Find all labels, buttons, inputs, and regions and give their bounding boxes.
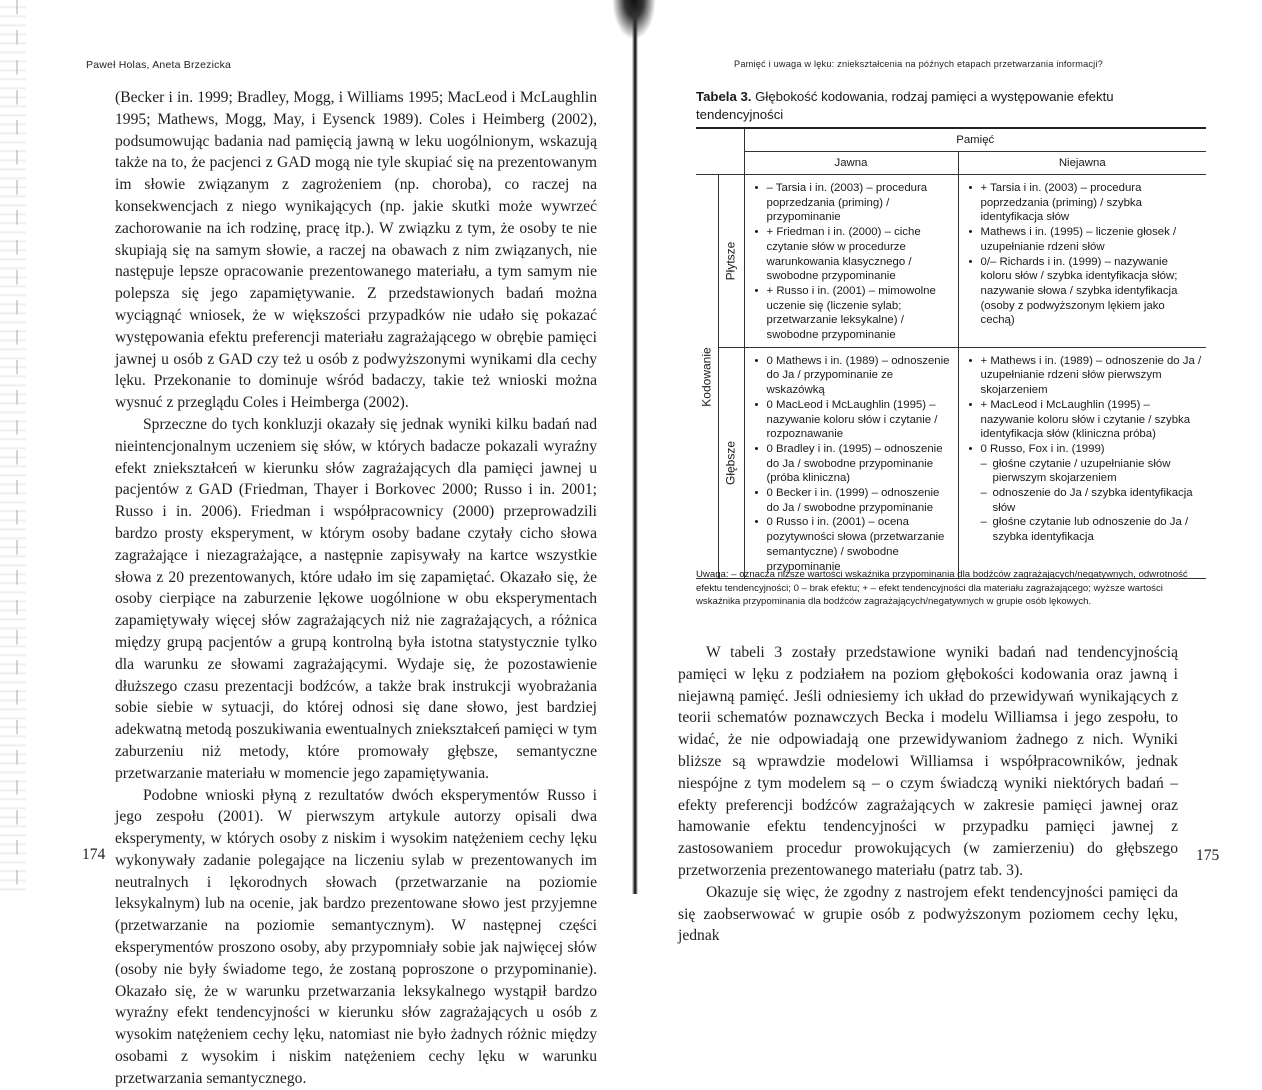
- list-item: • 0 MacLeod i McLaughlin (1995) – nazywanie koloru słów i czytanie / rozpoznawanie: [753, 398, 954, 442]
- page-number-left: 174: [82, 846, 106, 863]
- right-page: [640, 0, 1262, 945]
- table-caption: [696, 88, 1204, 124]
- cell-shallow-implicit: [958, 175, 1206, 348]
- list-item: • + Mathews i in. (1989) – odnoszenie do Ja / uzupełnianie rdzeni słów pierwszym skojarzeniem: [967, 354, 1203, 398]
- table-label: Tabela 3.: [696, 89, 752, 104]
- deep-label: Głębsze: [723, 440, 738, 486]
- left-page: [0, 0, 630, 1087]
- cell-deep-explicit: [744, 347, 958, 579]
- paragraph: Podobne wnioski płyną z rezultatów dwóch eksperymentów Russo i jego zespołu (2001). W pierwszym artykule autorzy opisali dwa eksperymenty, w których osoby z niskim i wysokim natężeniem cechy lęku wykonywały zadanie polegające na liczeniu sylab w prezentowanych im neutralnych i lękorodnych słowach (przetwarzanie na poziomie leksykalnym) lub na ocenie, jak bardzo prezentowane słowo jest przyjemne (przetwarzanie na poziomie semantycznym). W następnej części eksperymentów proszono osoby, aby przypomniały sobie jak najwięcej słów (osoby nie były świadome tego, że zostaną poproszone o przypominanie). Okazało się, że w warunku przetwarzania leksykalnego wystąpił bardzo wyraźny efekt tendencyjności w kierunku słów zagrażających u osób z wysokim natężeniem cechy lęku, natomiast nie było żadnych różnic między osobami z wysokim i niskim natężeniem cechy lęku w warunku przetwarzania semantycznego.: [115, 786, 597, 1087]
- paragraph: Okazuje się więc, że zgodny z nastrojem efekt tendencyjności pamięci da się zaobserwować w grupie osób z podwyższonym poziomem cechy lęku, jednak: [678, 883, 1178, 945]
- header-implicit: Niejawna: [958, 152, 1206, 175]
- sub-list-item: – głośne czytanie / uzupełnianie słów pierwszym skojarzeniem: [967, 457, 1203, 486]
- right-body-text: [678, 642, 1178, 947]
- list-item: • 0 Russo i in. (2001) – ocena pozytywności słowa (przetwarzanie semantyczne) / swobodne przypominanie: [753, 515, 954, 574]
- paragraph: W tabeli 3 zostały przedstawione wyniki badań nad tendencyjnością pamięci w lęku z podziałem na poziom głębokości kodowania oraz jawną i niejawną pamięć. Jeśli odniesiemy ich układ do przewidywań wynikających z teorii schematów poznawczych Becka i modelu Williamsa i jego zespołu, to widać, że nie odpowiadają one przewidywaniom żadnego z nich. Wyniki bliższe są wprawdzie modelowi Williamsa i współpracowników, jednak niespójne z tym modelem są – o czym świadczą wyniki niektórych badań – efekty preferencji bodźców zagrażających w zakresie pamięci jawnej oraz hamowanie efektu tendencyjności w przypadku pamięci jawnej z zastosowaniem procedur prowokujących (w zamierzeniu) do głębszego przetworzenia prezentowanego materiału (patrz tab. 3).: [678, 644, 1178, 879]
- deep-row-header: [718, 347, 744, 579]
- list-item: • 0/– Richards i in. (1999) – nazywanie koloru słów / szybka identyfikacja słów; nazywanie słowa / szybka identyfikacja (osoby z podwyższonym lękiem jako cechą): [967, 255, 1203, 329]
- memory-coding-table: [696, 127, 1206, 579]
- list-item: • + Tarsia i in. (2003) – procedura poprzedzania (priming) / szybka identyfikacja słów: [967, 181, 1203, 225]
- cell-deep-implicit: [958, 347, 1206, 579]
- left-body-text: [115, 87, 597, 1090]
- list-item: • 0 Mathews i in. (1989) – odnoszenie do Ja / przypominanie ze wskazówką: [753, 354, 954, 398]
- list-item: • Mathews i in. (1995) – liczenie głosek / uzupełnianie rdzeni słów: [967, 225, 1203, 254]
- list-item: • 0 Russo, Fox i in. (1999): [967, 442, 1203, 457]
- header-memory: Pamięć: [744, 128, 1206, 152]
- cell-shallow-explicit: [744, 175, 958, 348]
- list-item: • 0 Becker i in. (1999) – odnoszenie do Ja / swobodne przypominanie: [753, 486, 954, 515]
- paragraph: (Becker i in. 1999; Bradley, Mogg, i Williams 1995; MacLeod i McLaughlin 1995; Mathews, Mogg, May, i Eysenck 1989). Coles i Heimberg (2002), podsumowując badania nad pamięcią jawną w leku uogólnionym, wskazują także na to, że pacjenci z GAD mogą nie tyle skupiać się na prezentowanym im słowie związanym z zagrożeniem (np. choroba), co raczej na konsekwencjach z niego wynikających (np. jakie skutki może wywrzeć zachorowanie na ich rodzinę, pracę itp.). W związku z tym, że osoby te nie skupiają się na samym słowie, a raczej na obawach z nim związanych, nie następuje lepsze opracowanie prezentowanego materiału, a tym samym nie polepsza się jego zapamiętywanie. Z przedstawionych badań można wyciągnąć wniosek, że w większości przypadków nie udało się pokazać występowania efektu preferencji materiału zagrażającego w obrębie pamięci jawnej u osób z GAD czy też u osób z podwyższonymi wynikami dla cechy lęku. Przekonanie to dominuje wśród badaczy, takie też wnioski można wysnuć z przeglądu Coles i Heimberga (2002).: [115, 89, 597, 412]
- book-gutter: [632, 0, 638, 894]
- shallow-label: Płytsze: [723, 241, 738, 281]
- list-item: • + Russo i in. (2001) – mimowolne uczenie się (liczenie sylab; przetwarzanie leksykalne) / swobodne przypominanie: [753, 284, 954, 343]
- table-title: Głębokość kodowania, rodzaj pamięci a występowanie efektu tendencyjności: [696, 89, 1114, 122]
- list-item: • – Tarsia i in. (2003) – procedura poprzedzania (priming) / przypominanie: [753, 181, 954, 225]
- list-item: • + MacLeod i McLaughlin (1995) – nazywanie koloru słów i czytanie / szybka identyfikacja słów (kliniczna próba): [967, 398, 1203, 442]
- running-head-authors: Paweł Holas, Aneta Brzezicka: [86, 59, 232, 71]
- list-item: • 0 Bradley i in. (1995) – odnoszenie do Ja / swobodne przypominanie (próba kliniczna): [753, 442, 954, 486]
- sub-list-item: – głośne czytanie lub odnoszenie do Ja / szybka identyfikacja: [967, 515, 1203, 544]
- page-number-right: 175: [1196, 847, 1220, 864]
- paragraph: Sprzeczne do tych konkluzji okazały się jednak wyniki kilku badań nad nieintencjonalnym uczeniem się słów, w których badacze pokazali wyraźny efekt zniekształceń w kierunku słów zagrażających dla pamięci jawnej u pacjentów z GAD (Friedman, Thayer i Borkovec 2000; Russo i in. 2001; Russo i in. 2006). Friedman i współpracownicy (2000) przeprowadzili bardzo prosty eksperyment, w którym osoby badane czytały cicho słowa zagrażające i niezagrażające, a następnie zapisywały na kartce wszystkie słowa z 20 prezentowanych, które udało im się zapamiętać. Okazało się, że osoby cierpiące na zaburzenie lękowe uogólnione w obu eksperymentach zapamiętywały więcej słów zagrażających niż nie zagrażających, a różnica między grupą pacjentów a grupą kontrolną była istotna statystycznie tylko dla warunku ze słowami zagrażającymi. Wydaje się, że pozostawienie dłuższego czasu prezentacji bodźców, a także brak instrukcji wyobrażania sobie siebie w sytuacji, do której odnosi się dane słowo, jest bardziej adekwatną metodą poszukiwania ewentualnych zniekształceń pamięci w tym zaburzeniu niż metody, które promowały głębsze, semantyczne przetwarzanie materiału w momencie jego zapamiętywania.: [115, 415, 597, 782]
- coding-row-header: [696, 175, 718, 579]
- coding-label: Kodowanie: [699, 346, 714, 407]
- running-head-chapter: Pamięć i uwaga w lęku: zniekształcenia na późnych etapach przetwarzania informacji?: [734, 59, 1103, 69]
- list-item: • + Friedman i in. (2000) – ciche czytanie słów w procedurze warunkowania klasycznego / swobodne przypominanie: [753, 225, 954, 284]
- sub-list-item: – odnoszenie do Ja / szybka identyfikacja słów: [967, 486, 1203, 515]
- header-explicit: Jawna: [744, 152, 958, 175]
- table-note: Uwaga: – oznacza niższe wartości wskaźnika przypominania dla bodźców zagrażających/negatywnych, odwrotność efektu tendencyjności; 0 – brak efektu; + – efekt tendencyjności dla materiału zagrażającego; wyższe wartości wskaźnika przypominania dla bodźców zagrażających/negatywnych w grupie osób lękowych.: [696, 569, 1188, 608]
- shallow-row-header: [718, 175, 744, 348]
